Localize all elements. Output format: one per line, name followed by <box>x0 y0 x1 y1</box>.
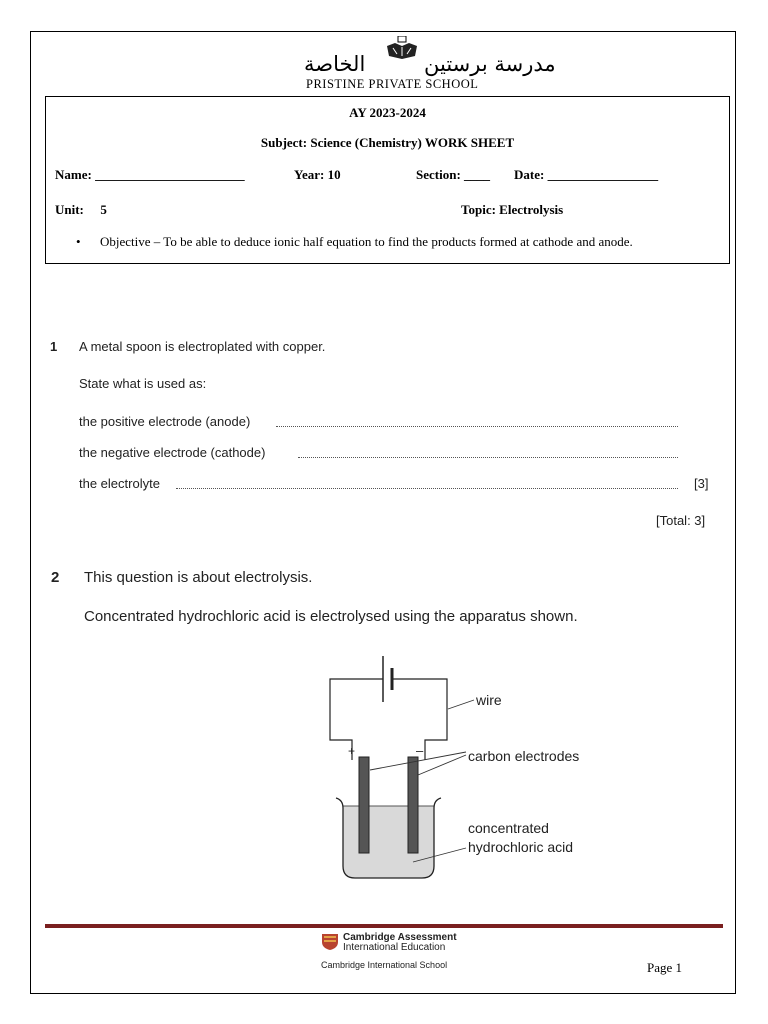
subject-line: Subject: Science (Chemistry) WORK SHEET <box>260 135 515 150</box>
year-field: Year: 10 <box>294 167 341 182</box>
wire-label: wire <box>476 692 502 708</box>
q1-anode-label: the positive electrode (anode) <box>79 414 251 429</box>
school-name-arabic-left: الخاصة <box>304 52 366 76</box>
cambridge-shield-icon <box>321 933 339 951</box>
battery-cell-icon <box>383 656 392 702</box>
q1-intro: A metal spoon is electroplated with copper. <box>79 339 326 354</box>
cambridge-line2: International Education <box>343 942 446 953</box>
q1-electrolyte-label: the electrolyte <box>79 476 160 491</box>
acid-label-line1: concentrated <box>468 820 549 836</box>
acid-label-line2: hydrochloric acid <box>468 839 574 855</box>
date-blank: _________________ <box>547 167 659 182</box>
school-name-arabic-right: مدرسة برستين <box>424 52 556 76</box>
q1-prompt: State what is used as: <box>79 376 207 391</box>
carbon-electrodes-label: carbon electrodes <box>468 748 580 764</box>
acid-liquid <box>343 806 434 878</box>
q2-text: Concentrated hydrochloric acid is electrolysed using the apparatus shown. <box>84 608 578 625</box>
date-label: Date: <box>514 167 545 182</box>
unit-value: 5 <box>100 202 107 217</box>
minus-sign: – <box>416 743 424 758</box>
plus-sign: + <box>348 744 356 758</box>
beaker <box>336 798 441 878</box>
school-name: PRISTINE PRIVATE SCHOOL <box>306 77 479 91</box>
section-label: Section: <box>416 167 461 182</box>
topic-field: Topic: Electrolysis <box>461 202 564 217</box>
q2-intro: This question is about electrolysis. <box>84 569 313 586</box>
cambridge-assessment-text <box>343 933 457 953</box>
academic-year: AY 2023-2024 <box>349 105 426 120</box>
q1-cathode-label: the negative electrode (cathode) <box>79 445 266 460</box>
cathode-electrode <box>408 757 418 853</box>
unit-label: Unit: <box>55 202 84 217</box>
name-blank: _______________________ <box>95 167 245 182</box>
cambridge-school-text: Cambridge International School <box>321 960 448 970</box>
cambridge-line1: Cambridge Assessment <box>343 932 457 943</box>
bullet-icon: • <box>76 234 81 249</box>
q2-number: 2 <box>51 569 60 586</box>
name-label: Name: <box>55 167 92 182</box>
section-blank: ____ <box>464 167 491 182</box>
footer-rule <box>45 924 723 928</box>
objective-text: Objective – To be able to deduce ionic half equation to find the products formed at cathode and anode. <box>100 234 633 249</box>
page-number: Page 1 <box>647 960 683 975</box>
anode-electrode <box>359 757 369 853</box>
q1-number: 1 <box>50 339 58 354</box>
q1-marks: [3] <box>694 476 709 491</box>
q1-total: [Total: 3] <box>656 513 706 528</box>
